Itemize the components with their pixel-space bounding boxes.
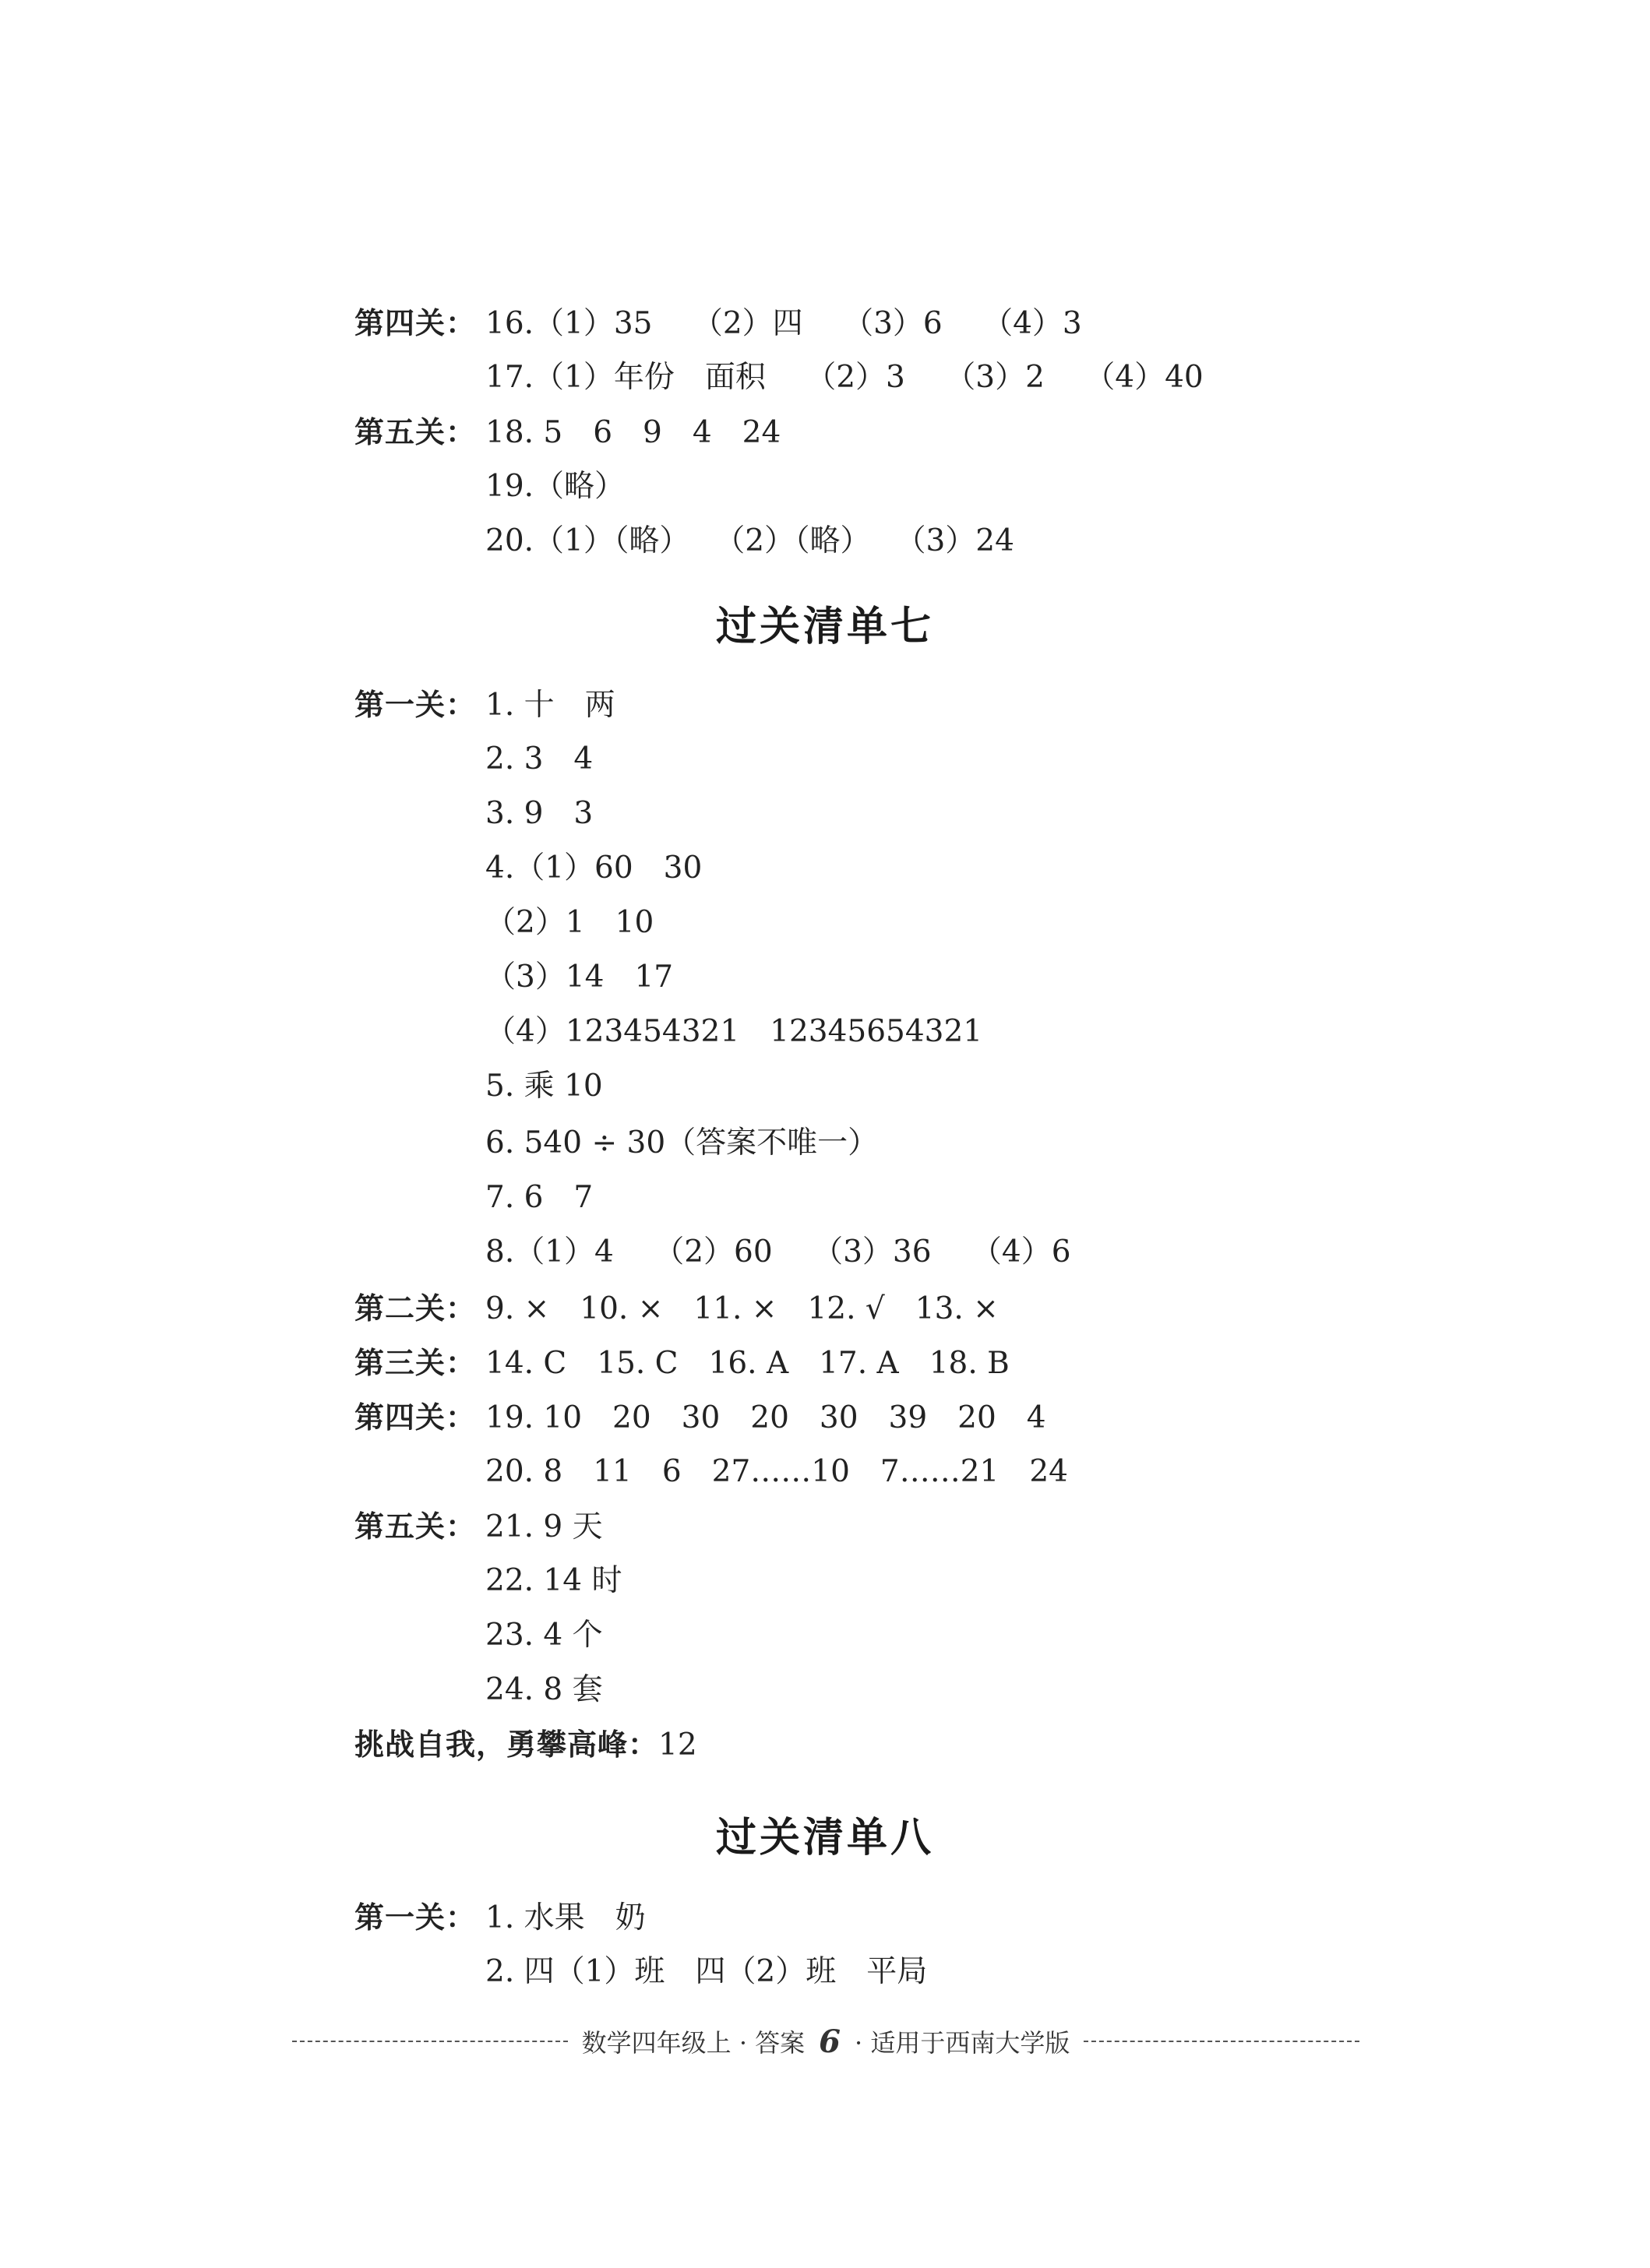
stage-label: 第四关： [354,306,477,340]
answer-text: （4）123454321 12345654321 [485,1014,983,1049]
answer-text: 5. 乘 10 [485,1069,603,1104]
answer-row [354,1285,999,1332]
footer-divider-right [1084,2041,1359,2042]
answer-row [354,1174,593,1221]
answer-row [354,736,593,783]
answer-row [354,354,1204,401]
answer-row [354,1612,603,1659]
answer-text: 19.（略） [485,469,626,504]
footer-divider-left [292,2041,568,2042]
answer-row [354,1063,603,1110]
answer-row [354,1449,1068,1495]
answer-row [354,1340,1010,1386]
answer-row [354,1229,1071,1276]
answer-text: 19. 10 20 30 20 30 39 20 4 [485,1400,1046,1435]
answer-text: 3. 9 3 [485,796,594,831]
section-title: 过关清单七 [715,604,934,650]
answer-text: 23. 4 个 [485,1618,603,1653]
page-footer [292,2022,1359,2061]
answer-text: 18. 5 6 9 4 24 [485,415,781,450]
answer-row [354,409,781,456]
section-title: 过关清单八 [715,1815,934,1861]
answer-text: 1. 十 两 [485,688,615,723]
answer-text: 9. × 10. × 11. × 12. √ 13. × [485,1291,999,1326]
answer-text: 2. 四（1）班 四（2）班 平局 [485,1954,928,1989]
answer-text: 2. 3 4 [485,741,594,777]
answer-text: 22. 14 时 [485,1563,622,1598]
footer-left-text: 数学四年级上 · 答案 [581,2028,806,2058]
answer-text: 16.（1）35 （2）四 （3）6 （4）3 [485,306,1082,341]
answer-row [354,518,1014,565]
answer-row [354,1894,646,1941]
challenge-value: 12 [658,1727,697,1763]
answer-row [354,1667,603,1713]
answer-row [354,1120,878,1167]
answer-text: 4.（1）60 30 [485,850,703,886]
stage-label: 第一关： [354,688,477,722]
challenge-label: 挑战自我，勇攀高峰： [354,1727,659,1762]
answer-text: 21. 9 天 [485,1509,603,1544]
answer-text: 8.（1）4 （2）60 （3）36 （4）6 [485,1234,1071,1270]
stage-label: 第一关： [354,1900,477,1935]
stage-label: 第二关： [354,1291,477,1326]
answer-row [354,463,625,510]
answer-row [354,845,702,892]
answer-text: （2）1 10 [485,905,654,940]
answer-row [354,300,1082,347]
answer-row [354,1009,982,1055]
stage-label: 第四关： [354,1400,477,1435]
page-number: 6 [819,2023,841,2060]
answer-row [354,900,654,946]
answer-row [354,1949,927,1995]
answer-row [354,791,593,837]
stage-label: 第三关： [354,1346,477,1380]
answer-text: （3）14 17 [485,960,674,995]
stage-label: 第五关： [354,415,477,449]
answer-text: 20. 8 11 6 27……10 7……21 24 [485,1454,1068,1489]
answer-row [354,1558,622,1604]
stage-label: 第五关： [354,1509,477,1544]
answer-row [354,681,615,728]
answer-row [354,954,673,1001]
answer-text: 1. 水果 奶 [485,1900,646,1935]
answer-text: 14. C 15. C 16. A 17. A 18. B [485,1346,1010,1381]
answer-text: 7. 6 7 [485,1180,594,1215]
answer-text: 6. 540 ÷ 30（答案不唯一） [485,1125,879,1160]
challenge-row [354,1721,697,1768]
answer-text: 20.（1）（略） （2）（略） （3）24 [485,523,1014,558]
answer-text: 24. 8 套 [485,1672,603,1707]
footer-right-text: · 适用于西南大学版 [855,2028,1070,2058]
answer-row [354,1503,603,1550]
answer-text: 17.（1）年份 面积 （2）3 （3）2 （4）40 [485,360,1204,395]
answer-row [354,1394,1046,1441]
